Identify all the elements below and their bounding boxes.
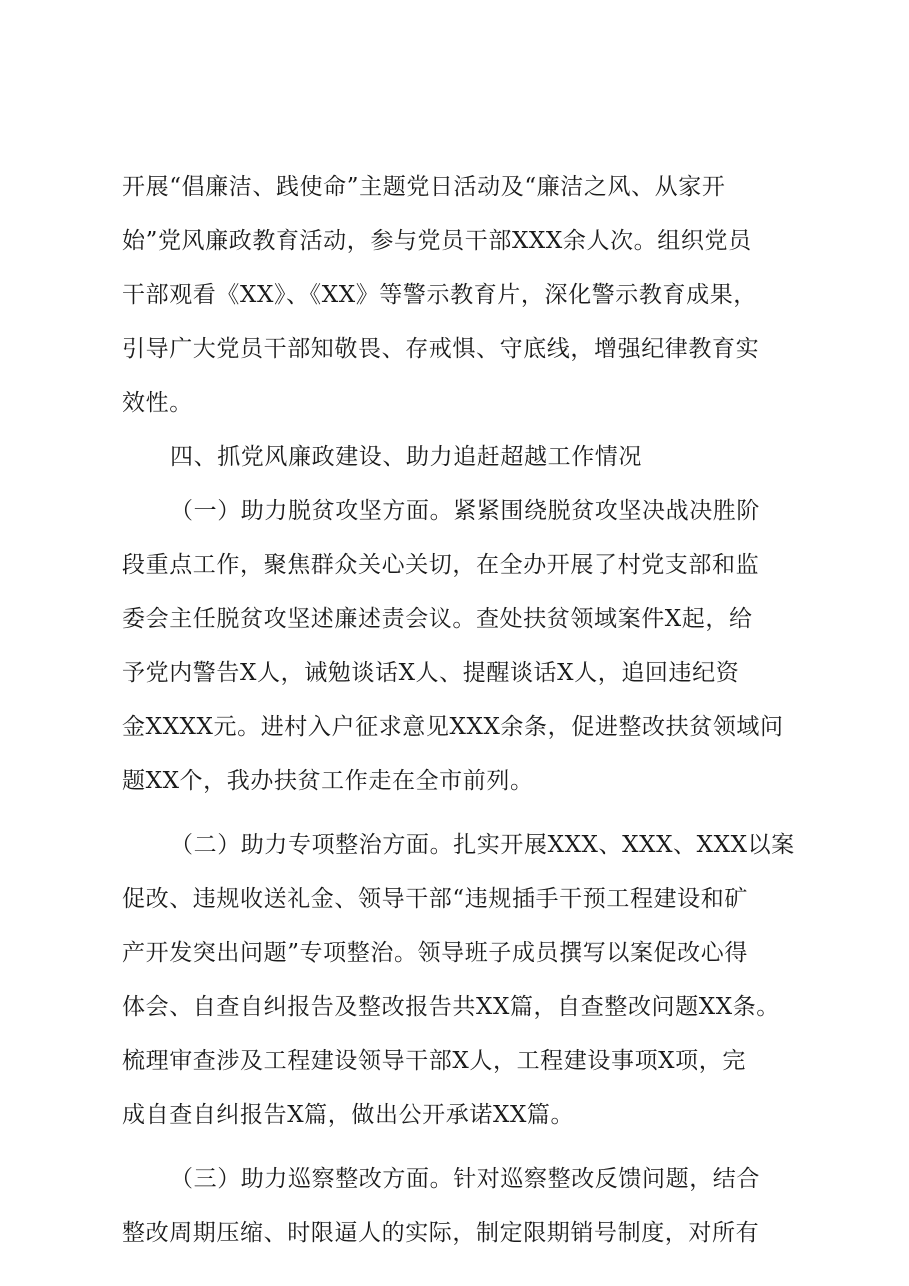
paragraph-4 xyxy=(122,1152,802,1260)
text-line: （三）助力巡察整改方面。针对巡察整改反馈问题，结合 xyxy=(170,1166,760,1192)
text-line: 整改周期压缩、时限逼人的实际，制定限期销号制度，对所有 xyxy=(122,1220,760,1246)
text-line: 效性。 xyxy=(122,390,193,416)
text-line: （一）助力脱贫攻坚方面。紧紧围绕脱贫攻坚决战决胜阶 xyxy=(170,498,760,524)
text-line: 委会主任脱贫攻坚述廉述责会议。查处扶贫领域案件X起，给 xyxy=(122,606,753,632)
text-line: 梳理审查涉及工程建设领导干部X人，工程建设事项X项，完 xyxy=(122,1048,746,1074)
text-line: 引导广大党员干部知敬畏、存戒惧、守底线，增强纪律教育实 xyxy=(122,336,760,362)
paragraph-3 xyxy=(122,818,802,1142)
paragraph-1 xyxy=(122,160,802,430)
text-line: 始”党风廉政教育活动，参与党员干部XXX余人次。组织党员 xyxy=(122,228,752,254)
text-line: 金XXXX元。进村入户征求意见XXX余条，促进整改扶贫领域问 xyxy=(122,714,784,740)
text-line: 促改、违规收送礼金、领导干部“违规插手干预工程建设和矿 xyxy=(122,886,748,912)
text-line: 段重点工作，聚焦群众关心关切，在全办开展了村党支部和监 xyxy=(122,552,760,578)
paragraph-2 xyxy=(122,484,802,808)
text-line: 开展“倡廉洁、践使命”主题党日活动及“廉洁之风、从家开 xyxy=(122,174,726,200)
text-line: 予党内警告X人，诫勉谈话X人、提醒谈话X人，追回违纪资 xyxy=(122,660,740,686)
document-body xyxy=(122,160,802,1260)
text-line: 体会、自查自纠报告及整改报告共XX篇，自查整改问题XX条。 xyxy=(122,994,780,1020)
text-line: 题XX个，我办扶贫工作走在全市前列。 xyxy=(122,768,534,794)
text-line: （二）助力专项整治方面。扎实开展XXX、XXX、XXX以案 xyxy=(170,832,795,858)
text-line: 干部观看《XX》、《XX》等警示教育片，深化警示教育成果， xyxy=(122,282,757,308)
text-line: 成自查自纠报告X篇，做出公开承诺XX篇。 xyxy=(122,1102,575,1128)
section-heading: 四、抓党风廉政建设、助力追赶超越工作情况 xyxy=(170,444,642,470)
text-line: 产开发突出问题”专项整治。领导班子成员撰写以案促改心得 xyxy=(122,940,748,966)
